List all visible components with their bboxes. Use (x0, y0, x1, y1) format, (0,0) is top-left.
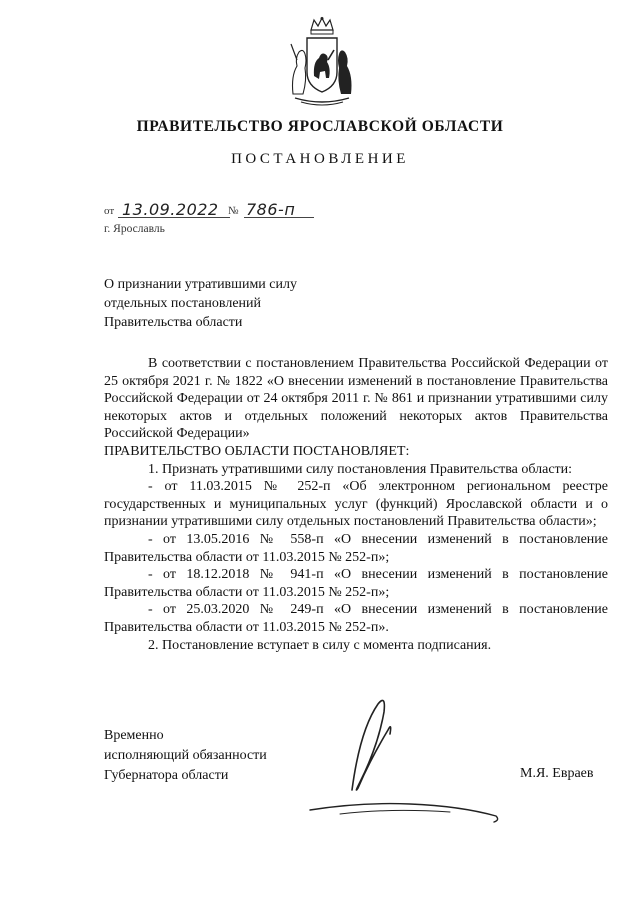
signatory-line: Губернатора области (104, 768, 229, 783)
signatory-line: Временно (104, 728, 164, 743)
document-date: 13.09.2022 (122, 200, 219, 219)
document-subject (104, 275, 364, 332)
subject-line: О признании утратившими силу (104, 277, 297, 292)
item-1: 1. Признать утратившими силу постановления Правительства области: (148, 461, 573, 477)
subject-line: отдельных постановлений (104, 296, 262, 311)
sub-item: - от 11.03.2015 № 252-п «Об электронном региональном реестре государственных и муниципальных услуг (функций) Ярославской области и о признании утратившими силу отдельных постановлений Правительства области»; (104, 479, 608, 530)
date-prefix: от (104, 205, 115, 217)
number-underline (244, 217, 314, 218)
number-prefix: № (228, 205, 239, 217)
sub-item: - от 18.12.2018 № 941-п «О внесении изменений в постановление Правительства области от 11.03.2015 № 252-п»; (104, 567, 608, 600)
city: г. Ярославль (104, 223, 165, 235)
date-number-line (104, 200, 324, 222)
document-number: 786-п (246, 200, 296, 219)
subject-line: Правительства области (104, 315, 243, 330)
sub-item: - от 13.05.2016 № 558-п «О внесении изменений в постановление Правительства области от 11.03.2015 № 252-п»; (104, 531, 608, 565)
item-2: 2. Постановление вступает в силу с момента подписания. (148, 637, 492, 653)
preamble: В соответствии с постановлением Правительства Российской Федерации от 25 октября 2021 г. № 1822 «О внесении изменений в постановление Правительства Российской Федерации от 24 октября 2011 г. № 861 и признании утратившими силу некоторых актов и отдельных положений некоторых актов Правительства Российской Федерации» (104, 356, 608, 442)
government-title: ПРАВИТЕЛЬСТВО ЯРОСЛАВСКОЙ ОБЛАСТИ (136, 118, 504, 135)
document-body (104, 355, 608, 654)
coat-of-arms-icon (287, 16, 357, 108)
decree-line: ПРАВИТЕЛЬСТВО ОБЛАСТИ ПОСТАНОВЛЯЕТ: (104, 443, 410, 459)
document-type: ПОСТАНОВЛЕНИЕ (231, 151, 409, 167)
sub-item: - от 25.03.2020 № 249-п «О внесении изменений в постановление Правительства области от 11.03.2015 № 252-п». (104, 602, 608, 635)
handwritten-signature (300, 690, 510, 840)
date-underline (118, 217, 230, 218)
signatory-line: исполняющий обязанности (104, 748, 267, 763)
signatory-name: М.Я. Евраев (520, 766, 594, 781)
